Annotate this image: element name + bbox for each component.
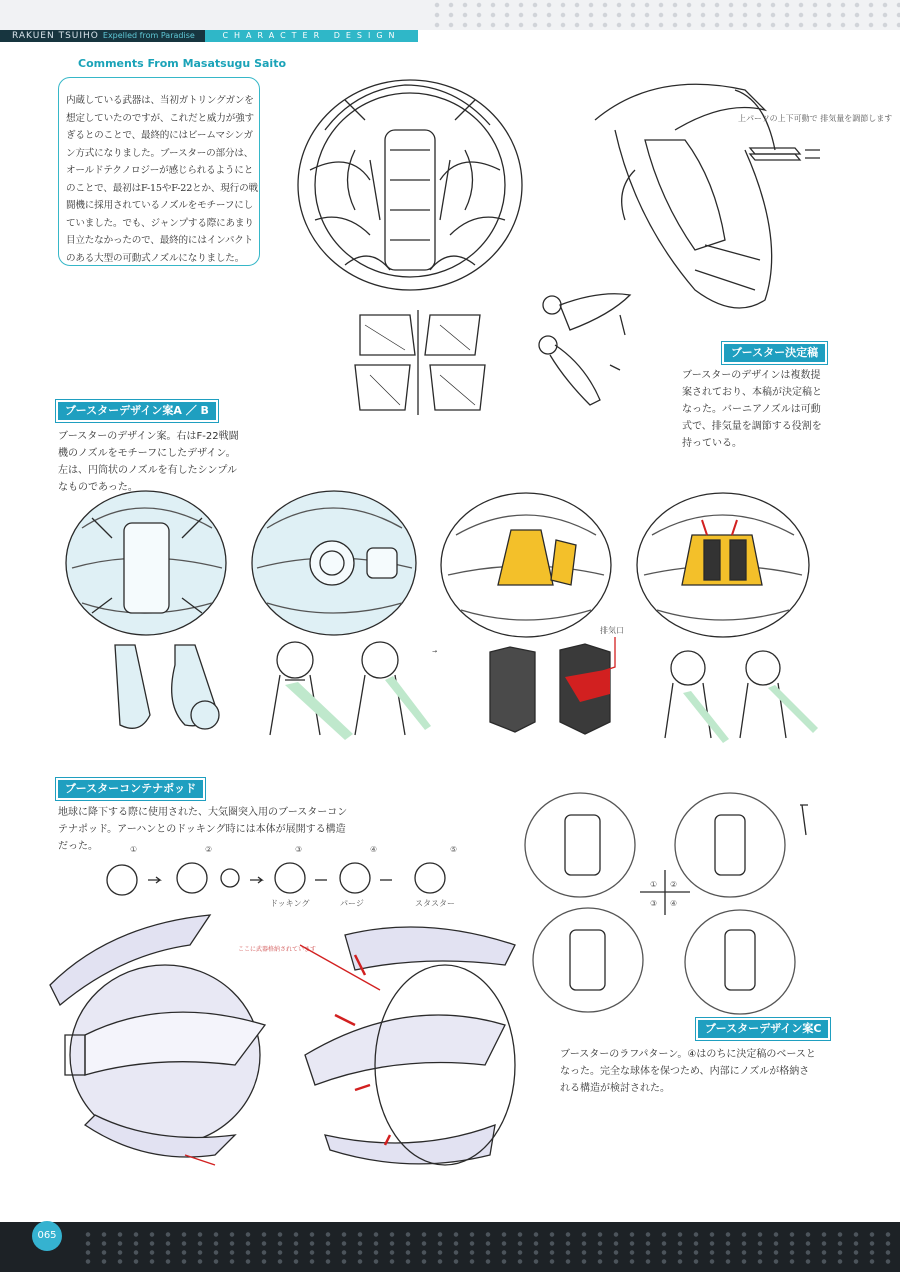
- c-step-1: ①: [650, 880, 658, 889]
- comment-body: 内蔵している武器は、当初ガトリングガンを想定していたのですが、これだと威力が強すぎるとのことで、最終的にはビームマシンガン方式になりました。ブースターの部分は、オールドテクノロジーが感じられるようにとのことで、最初はF-15やF-22とか、現行の戦闘機に採用されているノズルをモチーフにしていました。でも、ジャンプする際にあまり目立たなかったので、最終的にはインパクトのある大型の可動式ノズルになりました。: [66, 95, 258, 264]
- design-c-label: ブースターデザイン案C: [696, 1018, 830, 1040]
- top-band: [0, 0, 900, 30]
- step-5: ⑤: [450, 845, 458, 854]
- booster-sphere-sketch: [285, 70, 535, 310]
- footer-band: [0, 1222, 900, 1272]
- exhaust-annotation: [600, 625, 640, 675]
- c-step-2: ②: [670, 880, 678, 889]
- step-3: ③: [295, 845, 303, 854]
- sketch-annotation: [738, 112, 893, 136]
- series-title: RAKUEN TSUIHO: [12, 31, 99, 41]
- design-yellow-sphere-2: [632, 490, 814, 640]
- purge-note: パージ: [340, 899, 364, 908]
- design-a-sphere: [62, 488, 230, 638]
- page-number: 065: [32, 1221, 62, 1251]
- weapon-arrow: →: [432, 648, 438, 655]
- nozzle-pads-sketch: [340, 305, 500, 425]
- comment-title: Comments From Masatsugu Saito: [78, 57, 287, 70]
- start-note: スタスター: [415, 899, 455, 908]
- container-pod-open: [295, 915, 525, 1180]
- series-subtitle: Expelled from Paradise: [102, 31, 195, 40]
- design-c-text: ブースターのラフパターン。④はのちに決定稿のベースとなった。完全な球体を保つため、内部にノズルが格納される構造が検討された。: [560, 1049, 816, 1094]
- c-step-4: ④: [670, 899, 678, 908]
- docking-sequence: [100, 840, 480, 910]
- final-design-label: ブースター決定稿: [722, 342, 827, 364]
- container-pod-label: ブースターコンテナポッド: [56, 778, 205, 800]
- design-c-sketches: [520, 790, 820, 1025]
- footer-dot-pattern: [80, 1230, 900, 1266]
- upper-part-note: 上パーツの上下可動で 排気量を調節します: [738, 114, 893, 123]
- weapon-storage-note: ここに武器格納されています: [238, 946, 317, 953]
- container-pod-text: 地球に降下する際に使用された、大気圏突入用のブースターコンテナポッド。アーハンとのドッキング時には本体が展開する構造だった。: [58, 807, 348, 852]
- step-1: ①: [130, 845, 138, 854]
- step-4: ④: [370, 845, 378, 854]
- small-part-sketch: [745, 140, 825, 170]
- small-nozzle-sketch: [530, 285, 640, 415]
- section-title: CHARACTER DESIGN: [205, 30, 418, 42]
- exhaust-note: 排気口: [600, 626, 624, 635]
- final-design-text: ブースターのデザインは複数提案されており、本稿が決定稿となった。バーニアノズルは可動式で、排気量を調節する役割を持っている。: [682, 370, 822, 449]
- design-right-figures: [648, 648, 818, 753]
- design-ab-label: ブースターデザイン案A ／ B: [56, 400, 218, 422]
- design-yellow-sphere-1: [436, 490, 616, 640]
- container-pod-closed: [45, 915, 280, 1175]
- design-ab-figures: [255, 640, 430, 750]
- design-b-sphere: [247, 488, 422, 638]
- header-series: [0, 30, 195, 42]
- design-ab-text: ブースターのデザイン案。右はF-22戦闘機のノズルをモチーフにしたデザイン。左は、円筒状のノズルを有したシンプルなものであった。: [58, 431, 239, 493]
- c-step-3: ③: [650, 899, 658, 908]
- step-2: ②: [205, 845, 213, 854]
- design-a-nozzles: [105, 640, 245, 740]
- dot-pattern: [430, 0, 900, 30]
- docking-note: ドッキング: [270, 899, 310, 908]
